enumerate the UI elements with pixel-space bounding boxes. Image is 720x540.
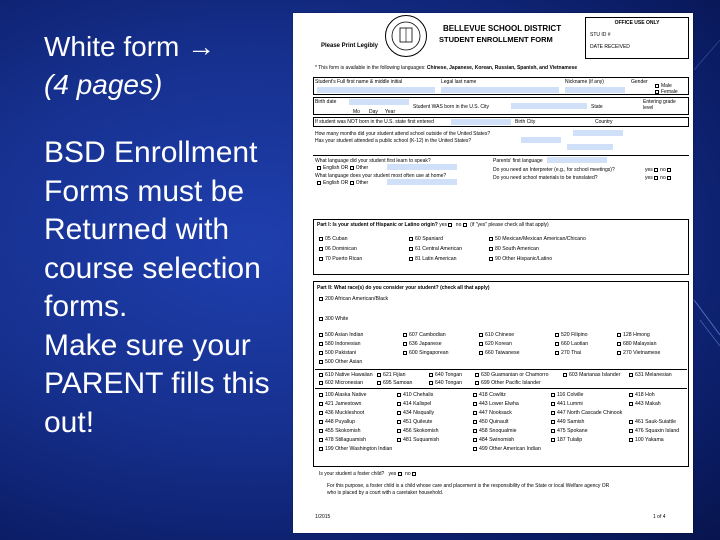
school-district-seal-icon [385, 15, 427, 57]
body-line: Forms must be [44, 174, 245, 208]
nickname-label: Nickname (if any) [565, 79, 604, 85]
slide-body [44, 134, 294, 442]
last-name-label: Legal last name [441, 79, 477, 85]
asian-option[interactable]: 500 Pakistani [319, 349, 403, 357]
hispanic-row [319, 245, 679, 253]
translation-question: Do you need school materials to be translated? [493, 175, 598, 181]
native-option[interactable]: 447 Nooksack [473, 409, 551, 417]
gender-label: Gender [631, 79, 648, 85]
native-option[interactable]: 418 Cowlitz [473, 391, 551, 399]
date-received-label: DATE RECEIVED [590, 44, 630, 50]
asian-row [319, 340, 685, 348]
native-option[interactable]: 436 Muckleshoot [319, 409, 397, 417]
first-language-question: What language did your student first learn to speak? [315, 158, 431, 164]
first-name-field[interactable] [317, 87, 435, 93]
hispanic-option[interactable]: 61 Central American [409, 245, 489, 253]
native-option[interactable]: 458 Snoqualmie [473, 427, 551, 435]
asian-option[interactable]: 620 Korean [479, 340, 555, 348]
hispanic-row [319, 235, 679, 243]
native-option[interactable]: 414 Kalispel [397, 400, 473, 408]
native-option[interactable]: 187 Tulalip [551, 436, 629, 444]
months-outside-us-field[interactable] [573, 130, 623, 136]
office-use-box [585, 17, 689, 59]
slide-text-panel [44, 28, 294, 442]
hispanic-option[interactable]: 06 Dominican [319, 245, 409, 253]
birth-date-label: Birth date [315, 99, 337, 105]
asian-option[interactable]: 270 Vietnamese [617, 349, 685, 357]
grade-level-label: Entering grade level [643, 99, 676, 111]
native-option[interactable]: 100 Yakama [629, 436, 685, 444]
asian-option[interactable]: 128 Hmong [617, 331, 685, 339]
pacific-option[interactable]: 695 Samoan [377, 379, 429, 387]
native-option[interactable]: 410 Chehalis [397, 391, 473, 399]
hispanic-option[interactable]: 70 Puerto Rican [319, 255, 409, 263]
pacific-option[interactable]: 621 Fijian [377, 371, 429, 379]
arrow-icon: → [187, 31, 216, 62]
native-row [319, 445, 623, 453]
birth-day-label: Day [369, 109, 378, 115]
native-row [319, 409, 681, 417]
interpreter-question: Do you need an Interpreter (e.g., for school meetings)? [493, 167, 615, 173]
asian-option[interactable]: 607 Cambodian [403, 331, 479, 339]
home-language-other-field[interactable] [387, 179, 457, 185]
divider [313, 155, 689, 156]
asian-option[interactable]: 500 Asian Indian [319, 331, 403, 339]
native-option[interactable]: 434 Nisqually [397, 409, 473, 417]
hispanic-option[interactable]: 80 South American [489, 245, 679, 253]
native-option[interactable]: 443 Lower Elwha [473, 400, 551, 408]
body-line: course selection [44, 251, 261, 285]
please-print-label: Please Print Legibly [321, 43, 379, 49]
race-option-white[interactable]: 300 White [319, 315, 348, 323]
part1-question: Part I: Is your student of Hispanic or Latino origin? yes no (if "yes" please check all that apply) [317, 222, 549, 228]
home-language-english-option[interactable]: English OR Other [317, 180, 368, 186]
hispanic-option[interactable]: 60 Spaniard [409, 235, 489, 243]
native-option[interactable]: 481 Suquamish [397, 436, 473, 444]
body-line: Returned with [44, 213, 230, 246]
first-name-label: Student's Full first name & middle initial [315, 79, 403, 85]
pacific-option[interactable]: 630 Guamanian or Chamorro [475, 371, 563, 379]
slide-title: White form [44, 31, 180, 62]
asian-option[interactable]: 520 Filipino [555, 331, 617, 339]
asian-row [319, 349, 685, 357]
pacific-option[interactable]: 640 Tongan [429, 379, 475, 387]
first-language-english-option[interactable]: English OR Other [317, 165, 368, 171]
gender-female-option[interactable]: Female [655, 89, 678, 95]
asian-option-other[interactable]: 500 Other Asian [319, 358, 362, 366]
asian-option[interactable]: 636 Japanese [403, 340, 479, 348]
country-label: Country [595, 119, 613, 125]
native-option[interactable]: 447 North Cascade Chinook [551, 409, 681, 417]
nickname-field[interactable] [565, 87, 625, 93]
form-title: STUDENT ENROLLMENT FORM [439, 35, 553, 44]
attended-us-school-question: Has your student attended a public school (K-12) in the United States? [315, 138, 472, 144]
pacific-option[interactable]: 602 Micronesian [319, 379, 377, 387]
native-row [319, 391, 685, 399]
languages-list: Chinese, Japanese, Korean, Russian, Spanish, and Vietnamese [426, 65, 578, 71]
attended-us-school-field[interactable] [521, 137, 561, 143]
native-row [319, 400, 685, 408]
first-language-other-field[interactable] [387, 164, 457, 170]
native-row [319, 418, 685, 426]
native-option[interactable]: 461 Sauk-Suiattle [629, 418, 685, 426]
hispanic-row [319, 255, 679, 263]
asian-option[interactable]: 270 Thai [555, 349, 617, 357]
native-option[interactable]: 421 Jamestown [319, 400, 397, 408]
hispanic-option[interactable]: 90 Other Hispanic/Latino [489, 255, 679, 263]
pacific-option[interactable]: 603 Marianas Islander [563, 371, 629, 379]
native-option[interactable]: 451 Quileute [397, 418, 473, 426]
native-row [319, 427, 685, 435]
slide-title-line-1 [44, 28, 294, 66]
asian-row [319, 331, 685, 339]
native-option[interactable]: 450 Quinault [473, 418, 551, 426]
asian-option[interactable]: 660 Laotian [555, 340, 617, 348]
enrollment-form-image [293, 13, 693, 533]
first-us-school-date-field[interactable] [567, 144, 613, 150]
months-outside-us-question: How many months did your student attend school outside of the United States? [315, 131, 491, 137]
body-line: BSD Enrollment [44, 136, 258, 169]
native-option[interactable]: 448 Puyallup [319, 418, 397, 426]
asian-option[interactable]: 610 Chinese [479, 331, 555, 339]
translation-yes-no[interactable]: yes no [645, 175, 673, 181]
hispanic-option[interactable]: 50 Mexican/Mexican American/Chicano [489, 235, 679, 243]
footer-date: 1/2015 [315, 514, 331, 520]
foster-question: Is your student a foster child? yes no [319, 471, 418, 477]
pacific-option[interactable]: 631 Melanesian [629, 371, 685, 379]
state-entered-field[interactable] [451, 119, 511, 125]
born-outside-label: If student was NOT born in the U.S. state first entered [315, 119, 434, 125]
native-option[interactable]: 455 Skokomish [319, 427, 397, 435]
pacific-option[interactable]: 699 Other Pacific Islander [475, 379, 595, 387]
native-option[interactable]: 443 Makah [629, 400, 685, 408]
native-option[interactable]: 116 Colville [551, 391, 629, 399]
divider [315, 369, 687, 370]
languages-note-label: * This form is available in the following languages: [315, 65, 426, 71]
home-language-question: What language does your student most often use at home? [315, 173, 447, 179]
native-option[interactable]: 475 Spokane [551, 427, 629, 435]
native-option[interactable]: 484 Swinomish [473, 436, 551, 444]
hispanic-option[interactable]: 81 Latin American [409, 255, 489, 263]
student-id-label: STU ID # [590, 32, 611, 38]
native-option[interactable]: 449 Samish [551, 418, 629, 426]
asian-option[interactable]: 660 Taiwanese [479, 349, 555, 357]
hispanic-option[interactable]: 05 Cuban [319, 235, 409, 243]
state-label: State [591, 104, 603, 110]
divider [315, 388, 687, 389]
native-option[interactable]: 100 Alaska Native [319, 391, 397, 399]
race-option-black[interactable]: 200 African American/Black [319, 295, 388, 303]
native-option[interactable]: 441 Lummi [551, 400, 629, 408]
gender-male-option[interactable]: Male [655, 83, 672, 89]
native-option[interactable]: 456 Skokomish [397, 427, 473, 435]
birth-date-field[interactable] [349, 99, 409, 105]
native-row [319, 436, 685, 444]
body-line: out! [44, 405, 95, 439]
pacific-option[interactable]: 610 Native Hawaiian [319, 371, 377, 379]
pacific-row [319, 379, 595, 387]
foster-note-line-1: For this purpose, a foster child is a child whose care and placement is the responsibility of the State or local Welfare agency OR [327, 483, 610, 489]
footer-page-number: 1 of 4 [653, 514, 666, 520]
last-name-field[interactable] [441, 87, 559, 93]
body-line: forms. [44, 290, 128, 323]
asian-option[interactable]: 600 Singaporean [403, 349, 479, 357]
parents-language-label: Parents' first language [493, 158, 543, 164]
parents-language-field[interactable] [547, 157, 607, 163]
body-line: Make sure your [44, 328, 251, 362]
birth-city-label: Birth City [515, 119, 536, 125]
interpreter-yes-no[interactable]: yes no [645, 167, 673, 173]
birth-month-label: Mo [353, 109, 360, 115]
native-option[interactable]: 418 Hoh [629, 391, 685, 399]
body-line: PARENT fills this [44, 367, 270, 400]
born-us-city-field[interactable] [511, 103, 587, 109]
district-name: BELLEVUE SCHOOL DISTRICT [443, 24, 562, 33]
asian-option[interactable]: 580 Indonesian [319, 340, 403, 348]
native-option[interactable]: 199 Other Washington Indian [319, 445, 473, 453]
native-option[interactable]: 499 Other American Indian [473, 445, 623, 453]
native-option[interactable]: 476 Squaxin Island [629, 427, 685, 435]
slide-subtitle: (4 pages) [44, 69, 163, 100]
part2-question: Part II: What race(s) do you consider your student? (check all that apply) [317, 285, 490, 291]
native-option[interactable]: 478 Stillaguamish [319, 436, 397, 444]
foster-note-line-2: who is placed by a court with a caretaker household. [327, 490, 444, 496]
asian-option[interactable]: 680 Malaysian [617, 340, 685, 348]
birth-year-label: Year [385, 109, 396, 115]
born-us-city-label: Student WAS born in the U.S. City [413, 104, 489, 110]
languages-note [315, 65, 685, 71]
office-use-label: OFFICE USE ONLY [614, 20, 660, 26]
pacific-option[interactable]: 640 Tongan [429, 371, 475, 379]
